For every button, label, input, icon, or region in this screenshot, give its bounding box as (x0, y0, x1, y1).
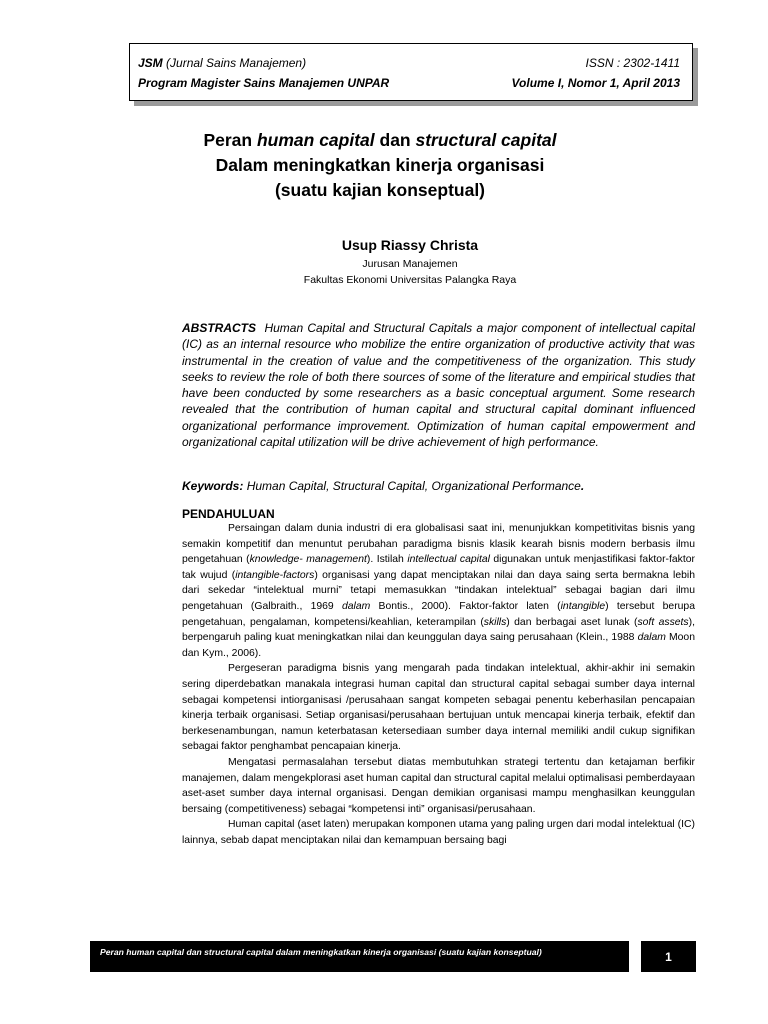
author-block (240, 234, 580, 288)
journal-abbr: JSM (138, 56, 163, 70)
section-heading: PENDAHULUAN (182, 507, 275, 521)
author-department: Jurusan Manajemen (362, 258, 458, 270)
title-line-3: (suatu kajian konseptual) (274, 180, 486, 200)
title-line-1: Peran human capital dan structural capital (203, 130, 557, 150)
page-number: 1 (641, 941, 696, 972)
issn: ISSN : 2302-1411 (585, 56, 680, 70)
paragraph-3: Mengatasi permasalahan tersebut diatas membutuhkan strategi tertentu dan ketajaman berfikir manajemen, dalam mengekplorasi aset human capital dan structural capital melalui optimalisasi pemberdayaan aset-aset sumber daya internal organisasi. Dengan demikian organisasi mampu menghasilkan keunggulan bersaing (competitiveness) sebagai “kompetensi inti” organisasi/perusahaan. (182, 756, 695, 815)
abstract-text: Human Capital and Structural Capitals a major component of intellectual capital (IC) as an internal resource who mobilize the entire organization of productive activity that was instrumental in the creation of value and the competitiveness of the organization. This study seeks to review the role of both there sources of some of the literature and empirical studies that have been conducted by some researchers as a basic conceptual argument. Some research revealed that the contribution of human capital and structural capital dominant influenced organizational performance improvement. Optimization of human capital empowerment and organizational capital utilization will be drive achievement of high performance. (182, 321, 695, 450)
program-name: Program Magister Sains Manajemen UNPAR (138, 76, 390, 90)
journal-name (138, 53, 306, 73)
volume-info: Volume I, Nomor 1, April 2013 (511, 76, 680, 90)
footer-running-title: Peran human capital dan structural capital dalam meningkatkan kinerja organisasi (suatu kajian konseptual) (90, 941, 629, 972)
keywords-label: Keywords: (182, 479, 244, 493)
author-faculty: Fakultas Ekonomi Universitas Palangka Raya (303, 274, 517, 286)
paragraph-4: Human capital (aset laten) merupakan komponen utama yang paling urgen dari modal intelektual (IC) lainnya, sebab dapat menciptakan nilai dan kemampuan bersaing bagi (182, 819, 695, 846)
journal-full-name: (Jurnal Sains Manajemen) (166, 56, 307, 70)
header-row-1 (138, 53, 680, 73)
header-row-2 (138, 73, 680, 93)
body-text (182, 521, 695, 848)
paragraph-2: Pergeseran paradigma bisnis yang mengarah pada tindakan intelektual, akhir-akhir ini semakin sering diperdebatkan manakala integrasi human capital dan structural capital sebagai sumber daya internal sebagai kompetensi intiorganisasi /perusahaan sangat kompeten sebagai penentu keberhasilan pencapaian kinerja terbaik organisasi. Setiap organisasi/perusahaan bertujuan untuk mencapai kinerja terbaik, efektif dan berkesenambungan, namun keterbatasan ketersediaan sumber daya internal memiliki andil cukup signifikan sebagai faktor penghambat pencapaian kinerja. (182, 663, 695, 753)
title-line-2: Dalam meningkatkan kinerja organisasi (215, 155, 545, 175)
abstract (182, 320, 695, 450)
journal-header (129, 43, 693, 101)
paragraph-1: Persaingan dalam dunia industri di era globalisasi saat ini, menunjukkan kompetitivitas bisnis yang semakin kompetitif dan menuntut perubahan paradigma bisnis klasik kearah bisnis modern berbasis ilmu pengetahuan (knowledge- management). Istilah intellectual capital digunakan untuk menjastifikasi faktor-faktor tak wujud (intangible-factors) organisasi yang dapat menciptakan nilai dan daya saing serta bermakna lebih dari sekedar “intelektual murni” tetapi memasukkan “tindakan intelektual” sebagai bagian dari ilmu pengetahuan (Galbraith., 1969 dalam Bontis., 2000). Faktor-faktor laten (intangible) tersebut berupa pengetahuan, pengalaman, kompetensi/keahlian, keterampilan (skills) dan berbagai aset lunak (soft assets), berpengaruh paling kuat meningkatkan nilai dan keunggulan daya saing perusahaan (Klein., 1988 dalam Moon dan Kym., 2006). (182, 523, 695, 659)
author-name: Usup Riassy Christa (341, 237, 479, 253)
abstract-label: ABSTRACTS (182, 321, 256, 335)
keywords: Keywords: Human Capital, Structural Capital, Organizational Performance. (182, 479, 585, 493)
keywords-text: Human Capital, Structural Capital, Organizational Performance (243, 479, 581, 493)
paper-title (130, 128, 630, 203)
